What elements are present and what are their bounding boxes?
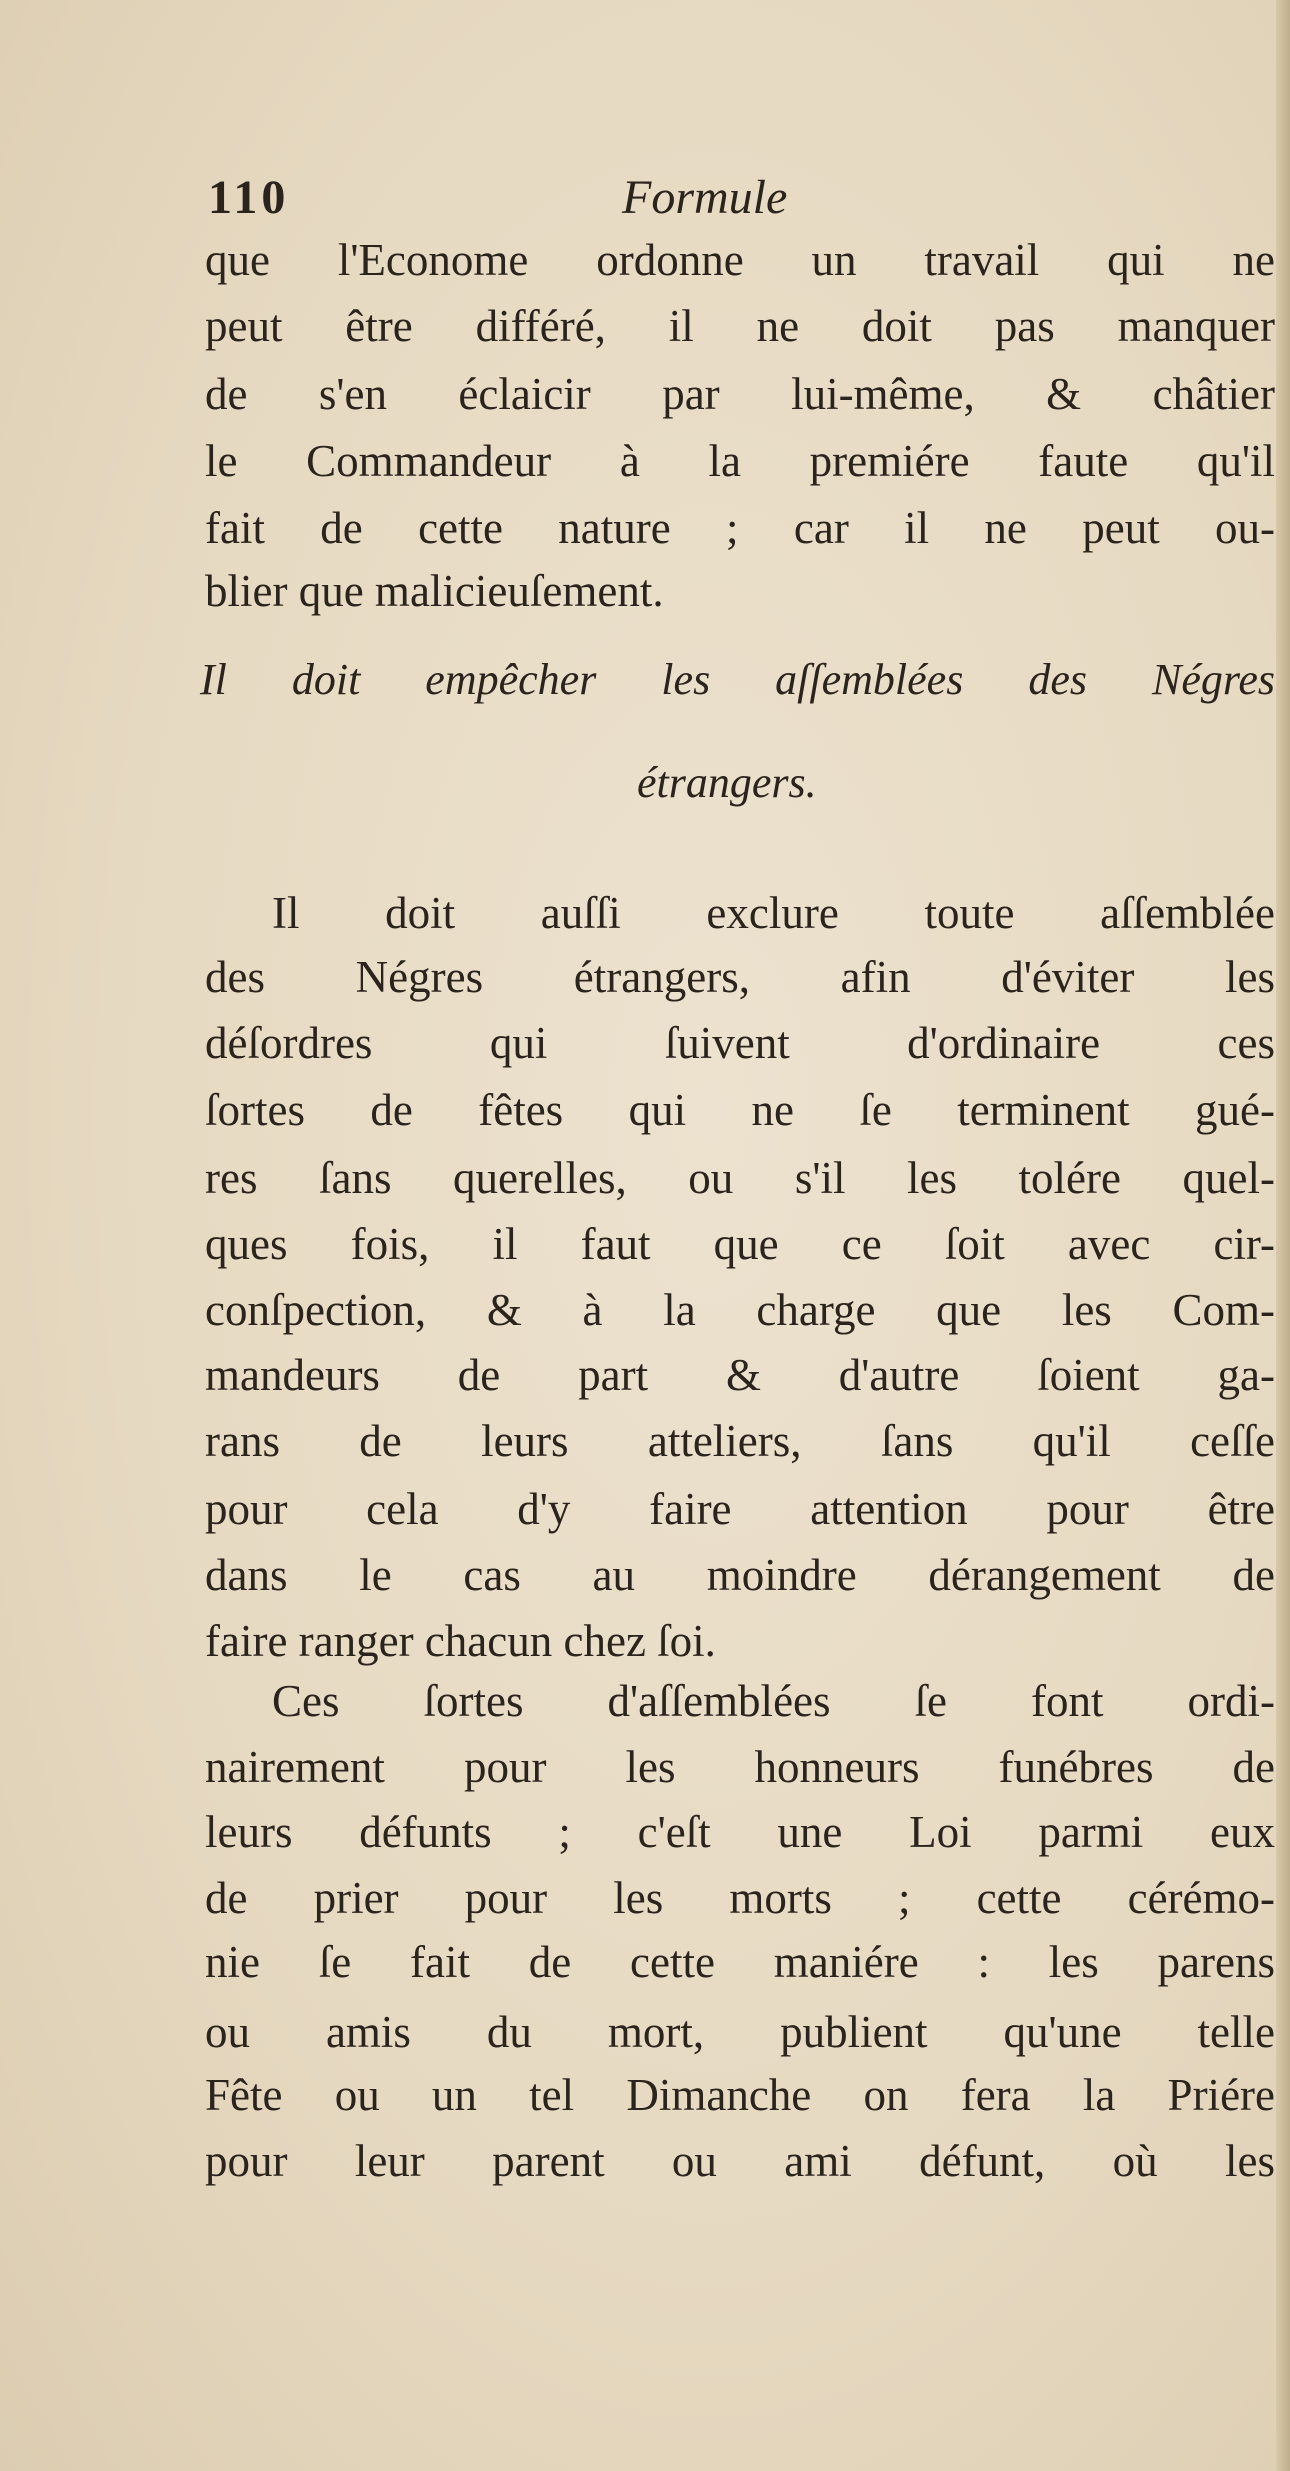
text-line: leurs défunts ; c'eſt une Loi parmi eux	[205, 1807, 1275, 1857]
text-line: ou amis du mort, publient qu'une telle	[205, 2007, 1275, 2057]
text-line: Il doit auſſi exclure toute aſſemblée	[272, 888, 1275, 938]
text-line: dans le cas au moindre dérangement de	[205, 1550, 1275, 1600]
text-line: peut être différé, il ne doit pas manquer	[205, 301, 1275, 351]
text-line: le Commandeur à la premiére faute qu'il	[205, 436, 1275, 486]
text-line: blier que malicieuſement.	[205, 566, 664, 616]
text-line: res ſans querelles, ou s'il les tolére quel-	[205, 1153, 1275, 1203]
text-line: de prier pour les morts ; cette cérémo-	[205, 1873, 1275, 1923]
text-line: Ces ſortes d'aſſemblées ſe font ordi-	[272, 1676, 1275, 1726]
text-line: pour cela d'y faire attention pour être	[205, 1484, 1275, 1534]
text-line: faire ranger chacun chez ſoi.	[205, 1616, 716, 1666]
section-heading: Il doit empêcher les aſſemblées des Négres	[200, 655, 1275, 704]
text-line: pour leur parent ou ami défunt, où les	[205, 2136, 1275, 2186]
text-line: Fête ou un tel Dimanche on fera la Priére	[205, 2070, 1275, 2120]
text-line: déſordres qui ſuivent d'ordinaire ces	[205, 1018, 1275, 1068]
text-line: conſpection, & à la charge que les Com-	[205, 1285, 1275, 1335]
text-line: nairement pour les honneurs funébres de	[205, 1742, 1275, 1792]
text-line: mandeurs de part & d'autre ſoient ga-	[205, 1350, 1275, 1400]
text-line: nie ſe fait de cette maniére : les parens	[205, 1937, 1275, 1987]
text-line: fait de cette nature ; car il ne peut ou-	[205, 503, 1275, 553]
page-number: 110	[208, 171, 290, 224]
text-line: que l'Econome ordonne un travail qui ne	[205, 235, 1275, 285]
running-title: Formule	[622, 171, 788, 224]
page-edge	[1276, 0, 1290, 2471]
text-line: ques fois, il faut que ce ſoit avec cir-	[205, 1219, 1275, 1269]
text-line: rans de leurs atteliers, ſans qu'il ceſſe	[205, 1416, 1275, 1466]
section-heading-continued: étrangers.	[637, 758, 817, 807]
text-line: des Négres étrangers, afin d'éviter les	[205, 952, 1275, 1002]
text-line: ſortes de fêtes qui ne ſe terminent gué-	[205, 1085, 1275, 1135]
text-line: de s'en éclaicir par lui-même, & châtier	[205, 369, 1275, 419]
